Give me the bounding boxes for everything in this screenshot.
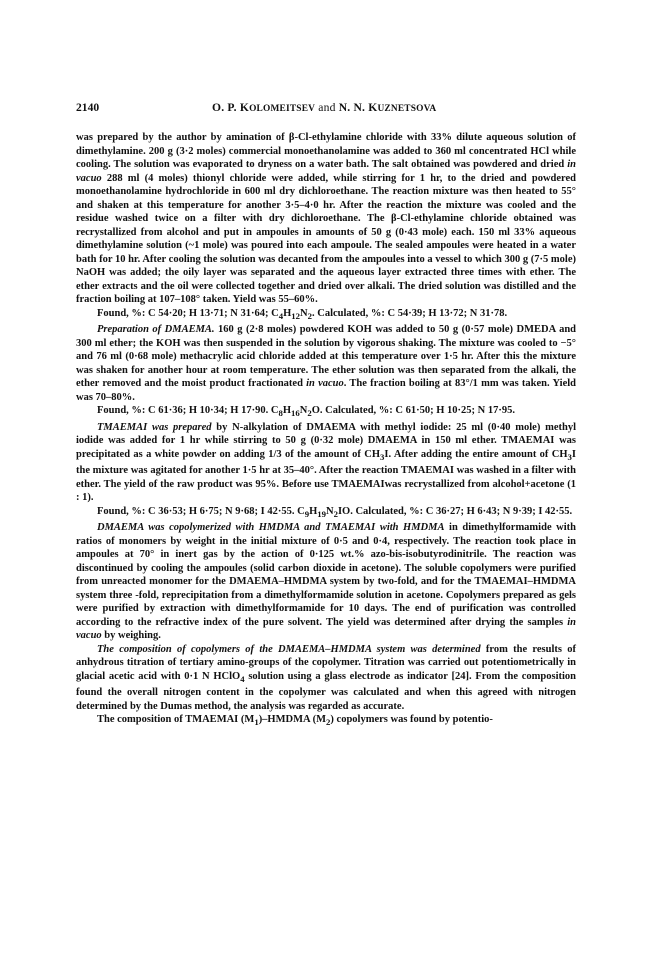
author-2-initials: N. N. — [338, 101, 369, 114]
paragraph-composition-tmaemai — [76, 713, 576, 730]
text-run: from the results of anhydrous titration of tertiary amino-groups of the copolymer. Titration was carried out potentiometrically in glacial acetic acid with 0·1 N HClO — [76, 643, 577, 682]
author-2-initial-letter: K — [368, 101, 378, 114]
text-run: Found, %: C 54·20; H 13·71; N 31·64; C — [97, 307, 279, 319]
text-run: H — [283, 307, 292, 319]
text-run: N — [299, 405, 308, 417]
author-conjunction: and — [315, 101, 339, 114]
italic-run: The composition of copolymers of the DMAEMA–HMDMA system was determined — [97, 643, 481, 655]
text-run: Found, %: C 36·53; H 6·75; N 9·68; I 42·55. C — [97, 505, 305, 517]
text-run: N — [300, 307, 308, 319]
text-run: in dimethylformamide with ratios of monomers by weight in the initial mixture of 0·5 and 0·4, respectively. The reaction took place in ampoules at 70° in inert gas by the action of 0·125 wt.% azo-bis-isobutyrodinitrile. The reaction was discontinued by cooling the ampoules (solid carbon dioxide in acetone). The soluble copolymers were purified from unreacted monomer for the DMAEMA–HMDMA system by two-fold, and for the TMAEMAI–HMDMA system three -fold, reprecipitation from a dimethylformamide solution in acetone. Copolymers prepared as gels were purified by extraction with dimethylformamide for 10 days. The end of purification was controlled according to the refractive index of the pure solvent. The yield was determined after drying the samples — [76, 522, 576, 628]
subscript: 4 — [240, 673, 245, 684]
paragraph-analysis-tmaemai — [76, 505, 576, 522]
text-run: solution using a glass electrode as indicator [24]. From the composition found the overall nitrogen content in the copolymer was calculated and when this agreed with nitrogen determined by the Dumas method, the analysis was regarded as accurate. — [76, 670, 576, 712]
subscript: 2 — [333, 508, 338, 519]
author-1-initials: O. P. — [212, 101, 240, 114]
text-run: was prepared by the author by amination of β-Cl-ethylamine chloride with 33% dilute aqueous solution of dimethylamine. 200 g (3·2 moles) commercial monoethanolamine was added to 360 ml concentrated HCl while cooling. The solution was evaporated to dryness on a water bath. The salt obtained was powdered and dried — [76, 132, 576, 170]
running-head-authors — [212, 101, 436, 114]
paragraph-preparation-dmaema — [76, 323, 576, 404]
subscript: 3 — [567, 451, 572, 462]
subscript: 2 — [326, 717, 331, 728]
paragraph-analysis-dmaema — [76, 404, 576, 421]
author-2-surname-rest: UZNETSOVA — [377, 104, 437, 114]
subscript: 4 — [278, 310, 284, 321]
italic-run: in vacuo — [76, 159, 576, 184]
paragraph-composition-titration — [76, 643, 576, 714]
text-run: ) copolymers was found by potentio- — [330, 714, 493, 726]
text-run: )–HMDMA (M — [258, 714, 327, 726]
text-run: N — [325, 505, 334, 517]
text-run: I the mixture was agitated for another 1·5 hr at 35–40°. After the reaction TMAEMAI was washed in a filter with ether. The yield of the raw product was 95%. Before use TMAEMAIwas recrystallized from alcohol+acetone (1 : 1). — [76, 448, 576, 504]
paragraph-analysis-dmeda — [76, 307, 576, 324]
subscript: 19 — [317, 508, 326, 519]
subscript: 8 — [278, 408, 283, 419]
text-run: 160 g (2·8 moles) powdered KOH was added to 50 g (0·57 mole) DMEDA and 300 ml ether; the KOH was then suspended in the solution by vigorous shaking. The mixture was cooled to −5° and 76 ml (0·68 mole) methacrylic acid chloride added at this temperature over 1·5 hr. After this the mixture was shaken for another hour at room temperature. The ether solution was then separated from the alkali, the ether removed and the moist product fractionated — [76, 324, 576, 390]
italic-run: in vacuo — [306, 378, 344, 390]
text-run: by weighing. — [101, 630, 161, 642]
subscript: 16 — [290, 408, 300, 419]
text-run: IO. Calculated, %: C 36·27; H 6·43; N 9·39; I 42·55. — [337, 505, 573, 517]
italic-run: in vacuo — [76, 616, 576, 642]
page-number: 2140 — [76, 101, 100, 114]
subscript: 12 — [291, 310, 301, 321]
paragraph-tmaemai-preparation — [76, 421, 576, 505]
author-1-initial-letter: K — [239, 101, 250, 114]
text-run: . Calculated, %: C 54·39; H 13·72; N 31·78. — [311, 307, 508, 319]
author-1-surname-rest: OLOMEITSEV — [249, 104, 316, 114]
italic-run: DMAEMA was copolymerized with HMDMA and TMAEMAI with HMDMA — [97, 522, 445, 534]
italic-run: Preparation of DMAEMA. — [97, 324, 215, 336]
subscript: 3 — [380, 451, 385, 462]
text-run: . The fraction boiling at 83°/1 mm was taken. Yield was 70–80%. — [76, 378, 576, 403]
subscript: 2 — [307, 310, 312, 321]
paragraph-amination — [76, 131, 576, 307]
text-run: I. After adding the entire amount of CH — [384, 448, 568, 460]
text-run: by N-alkylation of DMAEMA with methyl iodide: 25 ml (0·40 mole) methyl iodide was added for 1 hr while stirring to 50 g (0·32 mole) DMAEMA in 150 ml ether. TMAEMAI was precipitated as a white powder on adding 1/3 of the amount of CH — [76, 421, 576, 460]
body-text — [76, 131, 576, 730]
paragraph-copolymerization — [76, 521, 576, 643]
subscript: 9 — [304, 508, 310, 519]
text-run: O. Calculated, %: C 61·50; H 10·25; N 17·95. — [311, 405, 515, 417]
italic-run: TMAEMAI was prepared — [97, 421, 212, 433]
text-run: H — [282, 405, 291, 417]
text-run: 288 ml (4 moles) thionyl chloride were added, while stirring for 1 hr, to the dried and powdered monoethanolamine hydrochloride in 600 ml dry dichloroethane. The reaction mixture was then heated to 55° and shaken at this temperature for another 3·5–4·0 hr. After the reaction the mixture was cooled and the residue washed twice on a filter with dry dichloroethane. The β-Cl-ethylamine chloride obtained was recrystallized from alcohol and put in ampoules in amounts of 50 g (0·43 mole) each. 150 ml 33% aqueous dimethylamine solution (~1 mole) was poured into each ampoule. The sealed ampoules were heated in a water bath for 10 hr. After cooling the solution was decanted from the ampoules into a vessel to which 300 g (7·5 mole) NaOH was added; the oily layer was separated and the aqueous layer extracted three times with ether. The ether extracts and the oil were collected together and dried over alkali. The dried solution was distilled and the fraction boiling at 107–108° taken. Yield was 55–60%. — [76, 172, 576, 305]
subscript: 1 — [254, 717, 259, 728]
subscript: 2 — [307, 408, 312, 419]
text-run: H — [309, 505, 318, 517]
text-run: The composition of TMAEMAI (M — [97, 714, 255, 726]
text-run: Found, %: C 61·36; H 10·34; H 17·90. C — [97, 405, 279, 417]
